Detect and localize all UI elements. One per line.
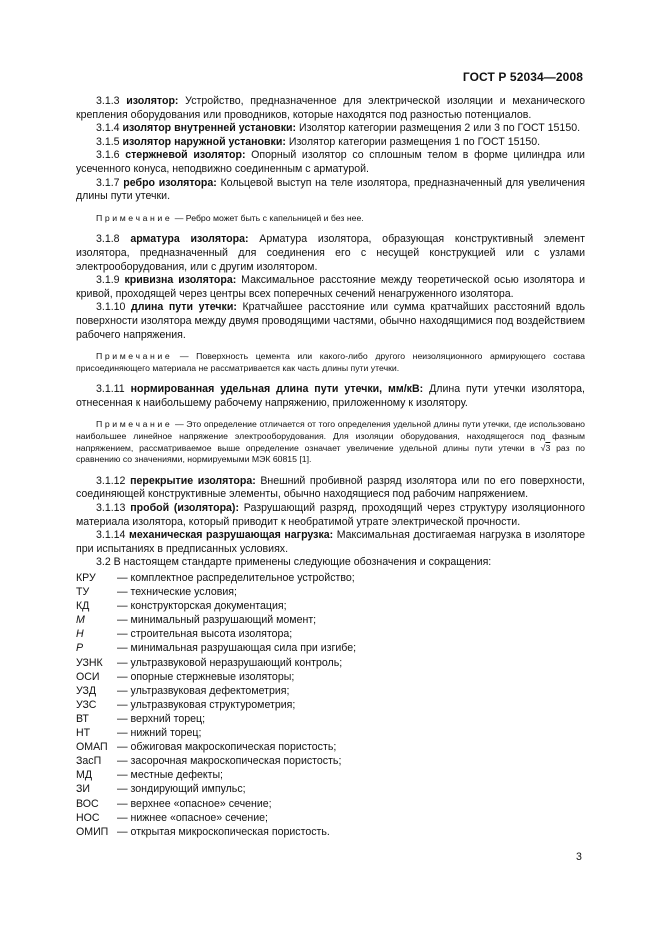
definition-text: Длина пути утечки изолятора, отнесенная к наибольшему рабочему напряжению, приложенному к изолятору. (76, 383, 585, 409)
definition-text: Изолятор категории размещения 1 по ГОСТ 15150. (285, 135, 541, 148)
abbreviation-definition: — технические условия; (117, 586, 237, 599)
document-body (76, 95, 585, 839)
note-label: Примечание (96, 351, 173, 362)
abbreviation-definition: — обжиговая макроскопическая пористость; (117, 741, 337, 754)
list-item (76, 825, 585, 839)
definition-3-1-4 (76, 122, 585, 136)
definition-3-1-5 (76, 136, 585, 150)
definition-3-1-7 (76, 177, 585, 204)
list-item (76, 613, 585, 627)
clause-number: 3.1.9 (96, 274, 120, 287)
term: перекрытие изолятора: (130, 474, 256, 487)
term: изолятор: (126, 95, 179, 107)
term: изолятор наружной установки: (122, 135, 286, 148)
abbreviation: ОСИ (76, 670, 100, 683)
definition-text: Внешний пробивной разряд изолятора или по его поверхности, соединяющей конструктивные элементы, обычно находящиеся под рабочим напряжением. (76, 474, 585, 501)
abbreviation-definition: — минимальный разрушающий момент; (117, 614, 317, 627)
abbreviation-definition: — опорные стержневые изоляторы; (117, 670, 295, 683)
clause-number: 3.1.5 (96, 135, 120, 148)
abbreviation: КД (76, 600, 90, 613)
note-label: Примечание (96, 212, 173, 223)
abbreviation-definition: — строительная высота изолятора; (117, 628, 293, 641)
definition-3-1-12 (76, 475, 585, 502)
list-item (76, 712, 585, 726)
page-number: 3 (576, 851, 582, 863)
note-label: Примечание (96, 419, 173, 430)
term: пробой (изолятора): (130, 502, 239, 515)
abbreviation: УЗС (76, 698, 97, 711)
abbreviation-definition: — верхний торец; (117, 712, 206, 725)
abbreviation: ОМАП (76, 741, 108, 754)
clause-number: 3.1.6 (96, 149, 120, 162)
abbreviation: НТ (76, 727, 91, 740)
definition-text: Изолятор категории размещения 2 или 3 по ГОСТ 15150. (296, 122, 581, 135)
abbreviation-definition: — конструкторская документация; (117, 600, 287, 613)
clause-number: 3.1.10 (96, 301, 126, 314)
list-item (76, 599, 585, 613)
definition-text: Максимальная достигаемая нагрузка в изоляторе при испытаниях в предписанных условиях. (76, 529, 585, 555)
abbreviation: МД (76, 769, 92, 782)
square-root-symbol (541, 443, 551, 453)
list-item (76, 698, 585, 712)
abbreviation: ВТ (76, 712, 89, 725)
note-3 (76, 419, 585, 465)
list-item (76, 641, 585, 655)
list-item (76, 740, 585, 754)
list-item (76, 726, 585, 740)
definition-text: Максимальное расстояние между теоретической осью изолятора и кривой, проходящей через центры всех поперечных сечений ненагруженного изолятора. (76, 274, 585, 300)
note-1 (76, 213, 585, 225)
abbreviation-definition: — комплектное распределительное устройство; (117, 572, 355, 584)
abbreviation: УЗД (76, 684, 97, 697)
abbreviation-definition: — минимальная разрушающая сила при изгибе; (117, 642, 357, 655)
term: арматура изолятора: (130, 233, 249, 246)
document-header: ГОСТ Р 52034—2008 (462, 70, 583, 84)
term: механическая разрушающая нагрузка: (129, 529, 334, 542)
term: кривизна изолятора: (124, 274, 237, 287)
definition-3-1-11 (76, 383, 585, 410)
definition-text: Опорный изолятор со сплошным телом в форме цилиндра или усеченного конуса, неподвижно соединенным с арматурой. (76, 149, 585, 175)
abbreviation-definition: — ультразвуковая дефектометрия; (117, 684, 290, 697)
clause-number: 3.1.14 (96, 529, 126, 542)
abbreviation-definition: — ультразвуковая структурометрия; (117, 698, 296, 711)
definition-text: Разрушающий разряд, проходящий через структуру изоляционного материала изолятора, который приводит к необратимой утрате электрической прочности. (76, 502, 585, 528)
term: изолятор внутренней установки: (122, 122, 297, 135)
clause-number: 3.1.3 (96, 95, 120, 107)
term: ребро изолятора: (123, 176, 217, 189)
term: нормированная удельная длина пути утечки, мм/кВ: (130, 383, 424, 396)
definition-3-1-6 (76, 149, 585, 176)
list-item (76, 768, 585, 782)
term: стержневой изолятор: (125, 149, 246, 162)
list-item (76, 797, 585, 811)
sqrt-value: 3 (545, 442, 551, 453)
abbreviation: ОМИП (76, 825, 109, 838)
definition-text: Арматура изолятора, образующая конструктивный элемент изолятора, предназначенный для соединения его с несущей конструкцией или с узлами электрооборудования, или с другим изолятором. (76, 233, 586, 273)
note-2 (76, 351, 585, 374)
list-item (76, 571, 585, 585)
abbreviation-definition: — нижний торец; (117, 727, 202, 740)
definition-3-1-13 (76, 502, 585, 529)
clause-number: 3.1.12 (96, 474, 126, 487)
abbreviation: КРУ (76, 572, 96, 584)
list-item (76, 627, 585, 641)
definition-3-1-8 (76, 233, 585, 274)
abbreviation-definition: — засорочная макроскопическая пористость; (117, 755, 342, 768)
list-item (76, 656, 585, 670)
symbol: H (76, 628, 84, 641)
term: длина пути утечки: (131, 301, 237, 314)
abbreviation-definition: — зондирующий импульс; (117, 783, 246, 796)
note-text: — Поверхность цемента или какого-либо другого неизоляционного армирующего состава присоединяющего материала не рассматривается как часть длины пути утечки. (76, 351, 585, 373)
note-text: — Ребро может быть с капельницей и без нее. (172, 212, 364, 223)
note-text: — Это определение отличается от того определения удельной длины пути утечки, где использовано наибольшее линейное напряжение электрооборудования. Для изоляции оборудования, находящегося под фазным напряжением, рассматриваемое выше определение означает увеличение удельной длины пути утечки в (76, 419, 585, 453)
definition-text: Устройство, предназначенное для электрической изоляции и механического крепления оборудования или проводников, которые находятся под разностью потенциалов. (76, 95, 585, 121)
clause-number: 3.1.11 (96, 383, 125, 396)
abbreviation-definition: — открытая микроскопическая пористость. (117, 825, 330, 838)
clause-number: 3.1.8 (96, 233, 120, 246)
abbreviation: ЗасП (76, 755, 102, 768)
abbreviation-definition: — местные дефекты; (117, 769, 224, 782)
list-item (76, 811, 585, 825)
abbreviation: НОС (76, 811, 100, 824)
abbreviation-list (76, 571, 585, 839)
definition-3-1-10 (76, 301, 585, 342)
clause-number: 3.1.13 (96, 502, 126, 515)
note-text-after: раз по сравнению со значениями, нормируемыми МЭК 60815 [1]. (76, 442, 585, 465)
clause-number: 3.1.4 (96, 122, 120, 135)
section-3-2-intro: 3.2 В настоящем стандарте применены следующие обозначения и сокращения: (96, 556, 492, 569)
abbreviation: ВОС (76, 797, 99, 810)
definition-text: Кольцевой выступ на теле изолятора, предназначенный для увеличения длины пути утечки. (76, 176, 586, 203)
list-item (76, 782, 585, 796)
definition-text: Кратчайшее расстояние или сумма кратчайших расстояний вдоль поверхности изолятора между двумя проводящими частями, обычно находящимися под воздействием рабочего напряжения. (76, 301, 585, 341)
list-item (76, 585, 585, 599)
abbreviation: УЗНК (76, 656, 103, 669)
symbol: M (76, 614, 85, 627)
clause-number: 3.1.7 (96, 176, 120, 189)
abbreviation-definition: — верхнее «опасное» сечение; (117, 797, 272, 810)
abbreviation-definition: — нижнее «опасное» сечение; (117, 811, 268, 824)
list-item (76, 684, 585, 698)
abbreviation: ЗИ (76, 783, 91, 796)
definition-3-1-9 (76, 274, 585, 301)
sqrt-sign: √ (540, 442, 546, 453)
list-item (76, 754, 585, 768)
list-item (76, 670, 585, 684)
definition-3-1-14 (76, 529, 585, 556)
definition-3-1-3 (76, 95, 585, 122)
abbreviation: ТУ (76, 586, 90, 599)
abbreviation-definition: — ультразвуковой неразрушающий контроль; (117, 656, 343, 669)
symbol: P (76, 642, 84, 655)
